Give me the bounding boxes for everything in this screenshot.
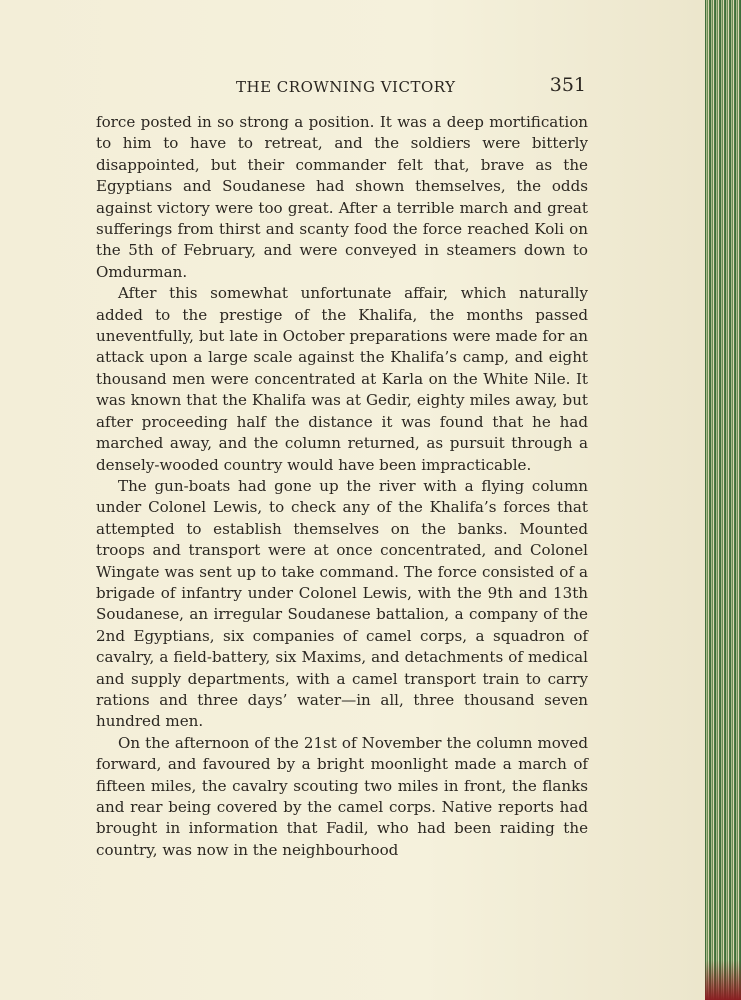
running-title: THE CROWNING VICTORY [236, 78, 456, 96]
paragraph-4: On the afternoon of the 21st of November the column moved forward, and favoured by a bright moonlight made a march of fifteen miles, the cavalry scouting two miles in front, the flanks and rear being covered by the camel corps. Native reports had brought in information that Fadil, who had been raiding the country, was now in the neighbourhood [96, 733, 588, 859]
page-header [96, 74, 586, 98]
paragraph-1: force posted in so strong a position. It was a deep mortification to him to have to retreat, and the soldiers were bitterly disappointed, but their commander felt that, brave as the Egyptians and Soudanese had shown themselves, the odds against victory were too great. After a terrible march and great sufferings from thirst and scanty food the force reached Koli on the 5th of February, and were conveyed in steamers down to Omdurman. [96, 113, 588, 281]
book-page-edges [705, 0, 741, 1000]
body-text [96, 112, 588, 861]
page-number: 351 [549, 74, 586, 96]
paragraph-3: The gun-boats had gone up the river with a flying column under Colonel Lewis, to check any of the Khalifa’s forces that attempted to establish themselves on the banks. Mounted troops and transport were at once concentrated, and Colonel Wingate was sent up to take command. The force consisted of a brigade of infantry under Colonel Lewis, with the 9th and 13th Soudanese, an irregular Soudanese battalion, a company of the 2nd Egyptians, six companies of camel corps, a squadron of cavalry, a field-battery, six Maxims, and detachments of medical and supply departments, with a camel transport train to carry rations and three days’ water—in all, three thousand seven hundred men. [96, 476, 588, 731]
paragraph-2: After this somewhat unfortunate affair, which naturally added to the prestige of the Khalifa, the months passed uneventfully, but late in October preparations were made for an attack upon a large scale against the Khalifa’s camp, and eight thousand men were concentrated at Karla on the White Nile. It was known that the Khalifa was at Gedir, eighty miles away, but after proceeding half the distance it was found that he had marched away, and the column returned, as pursuit through a densely-wooded country would have been impracticable. [96, 284, 588, 474]
